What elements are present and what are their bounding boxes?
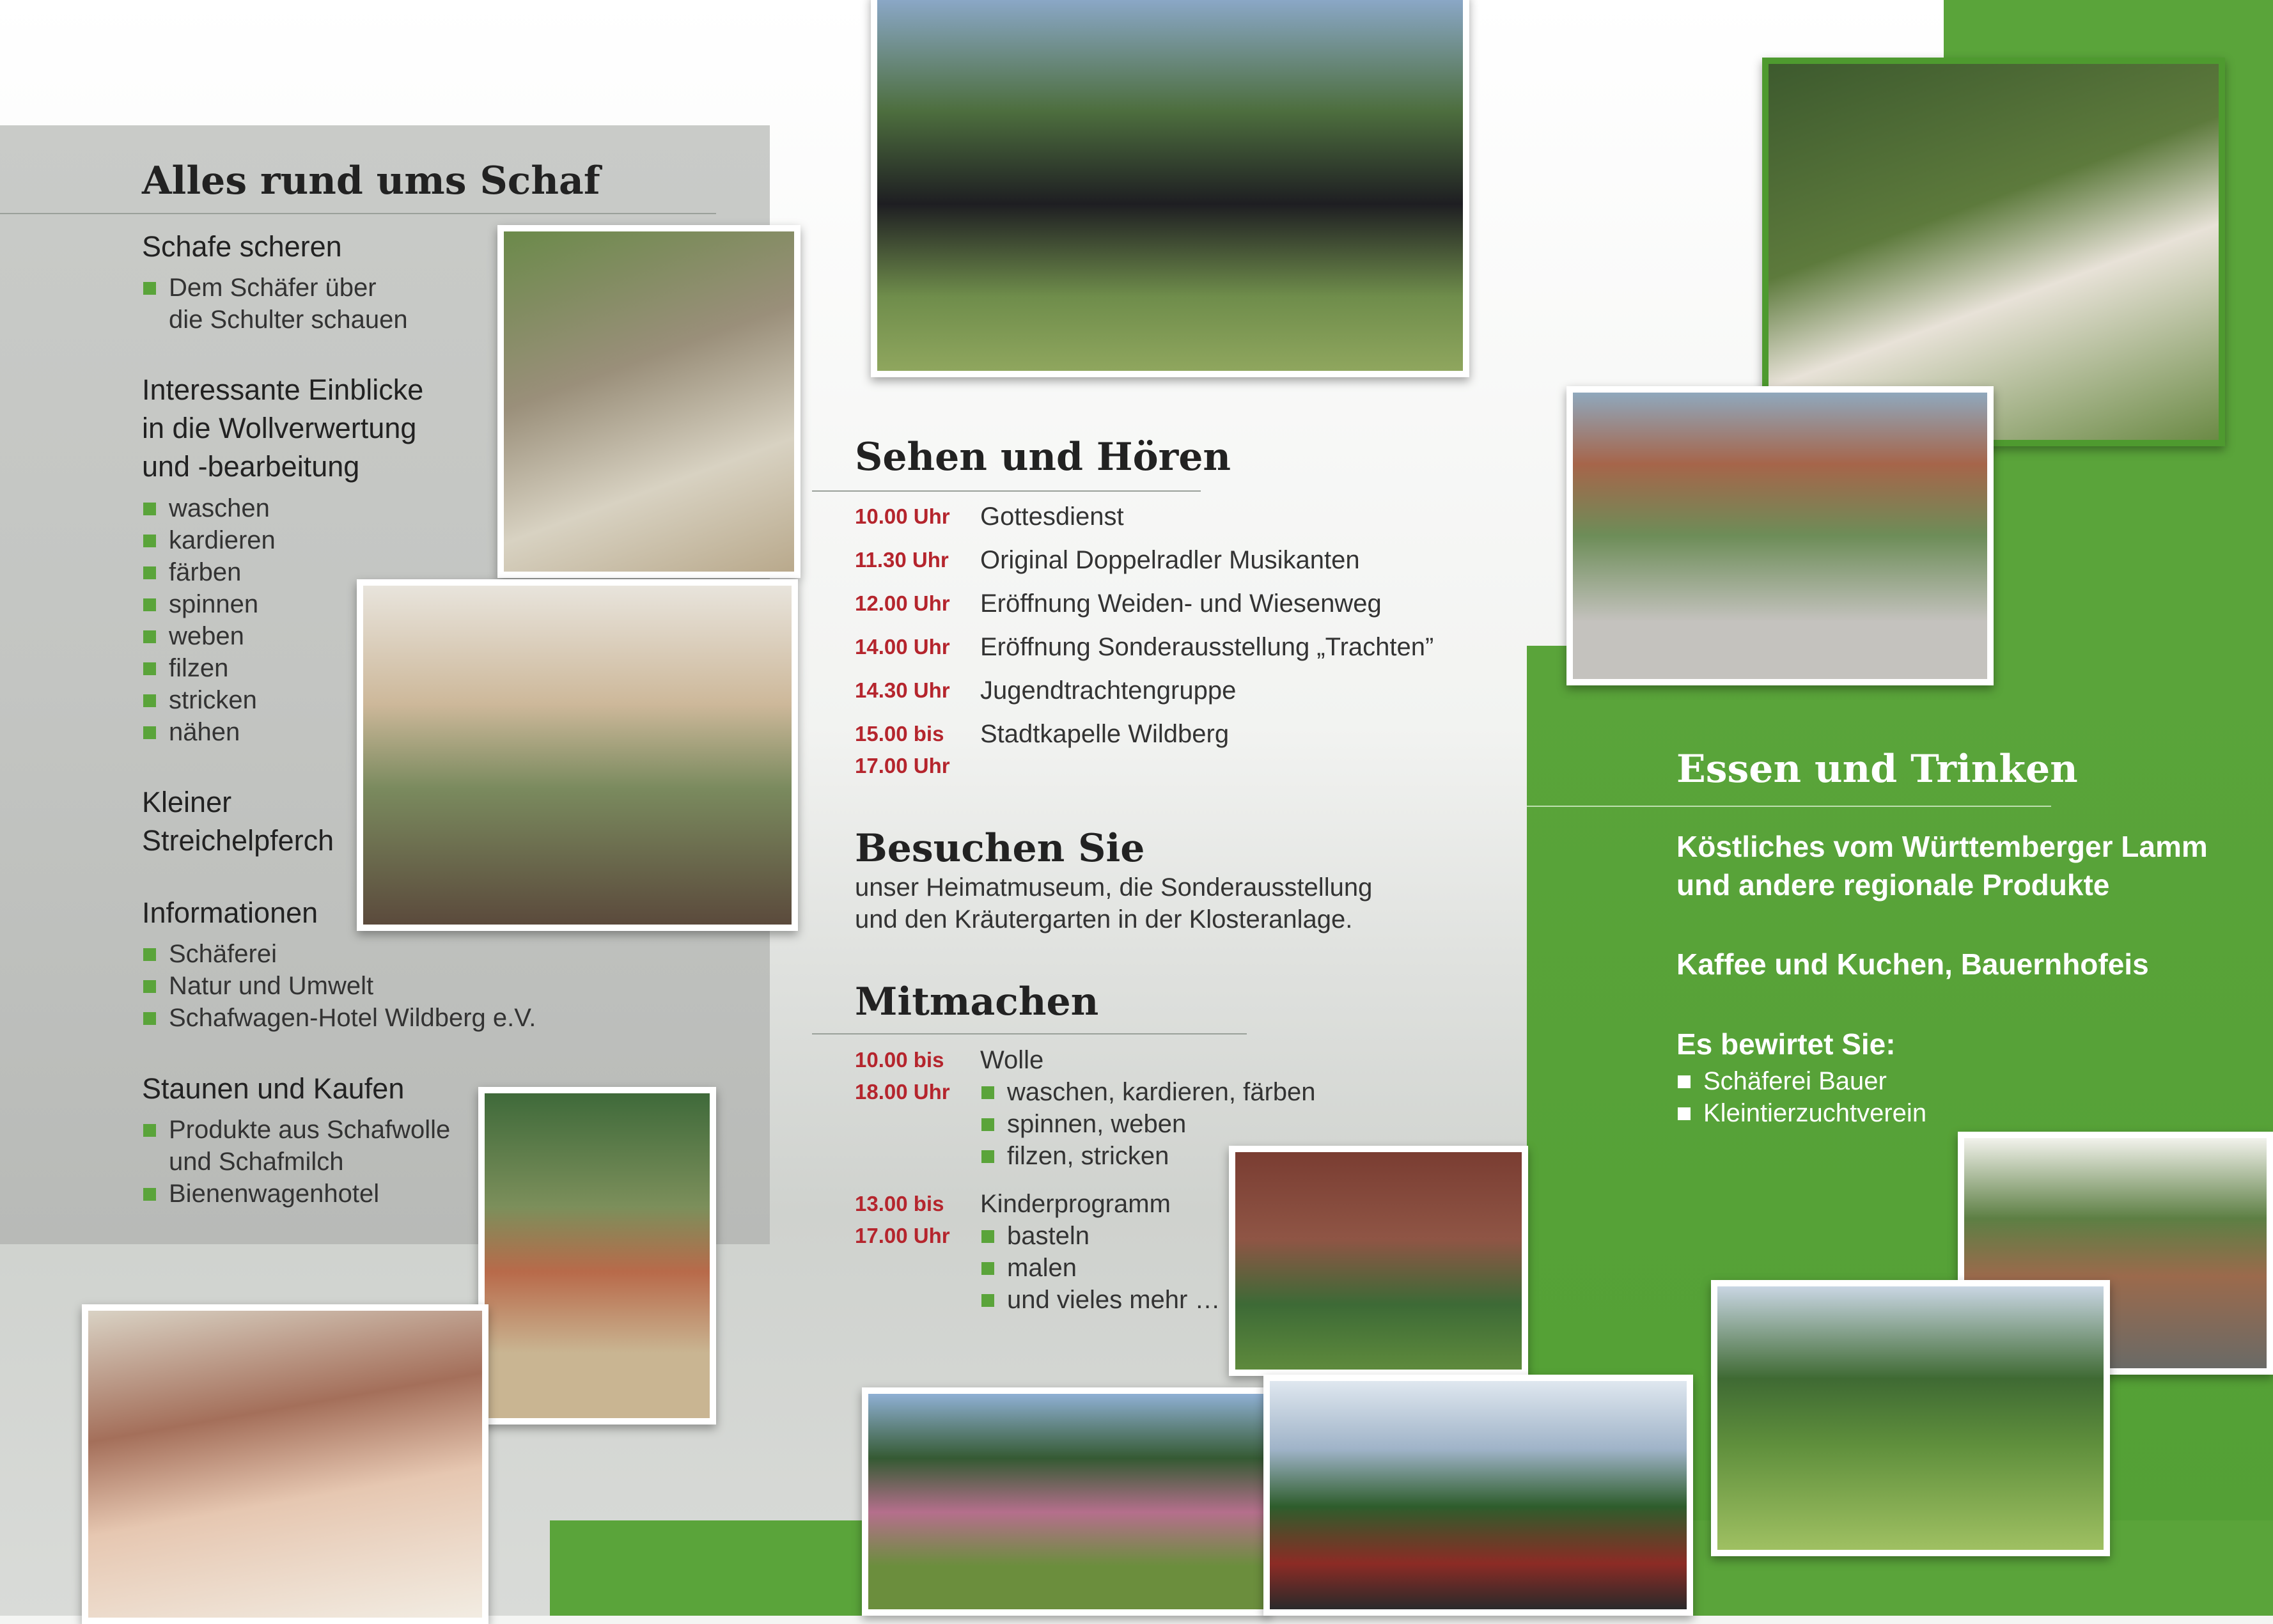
list-item: Produkte aus Schafwolle und Schafmilch <box>143 1114 501 1178</box>
photo-brass-band <box>871 0 1469 377</box>
list-staunen-und-kaufen <box>143 1114 501 1210</box>
heading-schafe-scheren: Schafe scheren <box>142 230 342 263</box>
schedule-row <box>855 538 1456 582</box>
list-item: Schäferei Bauer <box>1678 1065 2010 1097</box>
photo-market-stalls <box>1566 386 1994 685</box>
photo-shepherd-with-lamb <box>478 1087 716 1425</box>
title-rule-sehen <box>812 490 1201 492</box>
schedule-event: Eröffnung Sonderausstellung „Trachten” <box>980 633 1434 661</box>
text-besuchen: unser Heimatmuseum, die Sonderausstellung und den Kräutergarten in der Klosteranlage. <box>855 873 1373 933</box>
list-item: färben <box>143 556 335 588</box>
schedule-row <box>855 495 1456 538</box>
list-item: Schafwagen-Hotel Wildberg e.V. <box>143 1002 629 1034</box>
title-alles-rund-ums-schaf: Alles rund ums Schaf <box>142 159 600 203</box>
schedule-time: 15.00 bis <box>855 722 944 746</box>
schedule-event: Stadtkapelle Wildberg <box>980 720 1230 748</box>
list-item: Bienenwagenhotel <box>143 1178 501 1210</box>
schedule-event: Original Doppelradler Musikanten <box>980 546 1360 574</box>
title-rule-essen <box>1527 806 2051 807</box>
photo-stage-speaker <box>1263 1375 1693 1616</box>
title-sehen-und-hoeren: Sehen und Hören <box>855 435 1231 480</box>
list-item: spinnen, weben <box>981 1108 1365 1140</box>
list-item: nähen <box>143 716 335 748</box>
list-item: waschen, kardieren, färben <box>981 1076 1365 1108</box>
photo-folk-dance <box>862 1387 1270 1616</box>
schedule-event: Gottesdienst <box>980 503 1124 531</box>
list-item: Natur und Umwelt <box>143 970 629 1002</box>
photo-wool-carding <box>82 1304 488 1624</box>
schedule-row <box>855 625 1456 669</box>
title-essen-und-trinken: Essen und Trinken <box>1676 747 2078 792</box>
schedule-row <box>855 712 1456 777</box>
list-bewirtung <box>1678 1065 2010 1129</box>
text-bewirtet: Es bewirtet Sie: <box>1676 1027 1896 1061</box>
schedule-event: Eröffnung Weiden- und Wiesenweg <box>980 589 1382 618</box>
schedule-time-end: 17.00 Uhr <box>855 754 950 777</box>
list-item: spinnen <box>143 588 335 620</box>
title-besuchen-sie: Besuchen Sie <box>855 826 1145 871</box>
time-kinderprogramm: 13.00 bis 17.00 Uhr <box>855 1192 950 1247</box>
list-item: malen <box>981 1252 1250 1284</box>
list-item: weben <box>143 620 335 652</box>
list-schafe-scheren <box>143 272 501 336</box>
schedule-row <box>855 582 1456 625</box>
schedule-time: 10.00 Uhr <box>855 504 950 528</box>
title-mitmachen: Mitmachen <box>855 980 1099 1024</box>
schedule-time: 12.00 Uhr <box>855 591 950 615</box>
list-item: basteln <box>981 1220 1250 1252</box>
heading-kinderprogramm: Kinderprogramm <box>980 1190 1171 1218</box>
heading-staunen-und-kaufen: Staunen und Kaufen <box>142 1072 405 1105</box>
list-wollverwertung <box>143 492 335 748</box>
text-lamm: Köstliches vom Württemberger Lamm und andere regionale Produkte <box>1676 830 2208 902</box>
list-item: waschen <box>143 492 335 524</box>
heading-einblicke: Interessante Einblicke in die Wollverwertung und -bearbeitung <box>142 373 424 483</box>
title-rule-mitmachen <box>812 1033 1247 1035</box>
text-kaffee: Kaffee und Kuchen, Bauernhofeis <box>1676 948 2149 981</box>
schedule-time: 14.00 Uhr <box>855 635 950 659</box>
photo-sheep-herd <box>1711 1280 2110 1556</box>
photo-children-playing <box>1229 1146 1528 1376</box>
heading-streichelpferch: Kleiner Streichelpferch <box>142 786 334 857</box>
list-informationen <box>143 938 629 1034</box>
list-item: filzen <box>143 652 335 684</box>
schedule-time: 11.30 Uhr <box>855 548 949 572</box>
photo-sheep-shearing <box>497 225 801 578</box>
list-item: Dem Schäfer über die Schulter schauen <box>143 272 501 336</box>
list-item: und vieles mehr … <box>981 1284 1250 1316</box>
list-item: Schäferei <box>143 938 629 970</box>
schedule-event: Jugendtrachtengruppe <box>980 676 1237 705</box>
heading-wolle: Wolle <box>980 1046 1044 1074</box>
photo-spinning-wool <box>357 579 798 931</box>
list-kinderprogramm <box>981 1220 1250 1316</box>
schedule-time: 14.30 Uhr <box>855 678 950 702</box>
list-item: Kleintierzuchtverein <box>1678 1097 2010 1129</box>
list-item: kardieren <box>143 524 335 556</box>
list-item: stricken <box>143 684 335 716</box>
list-item: filzen, stricken <box>981 1140 1365 1172</box>
heading-informationen: Informationen <box>142 896 318 929</box>
schedule-sehen <box>855 495 1456 777</box>
schedule-row <box>855 669 1456 712</box>
title-rule-left <box>0 213 716 214</box>
time-wolle: 10.00 bis 18.00 Uhr <box>855 1048 950 1104</box>
